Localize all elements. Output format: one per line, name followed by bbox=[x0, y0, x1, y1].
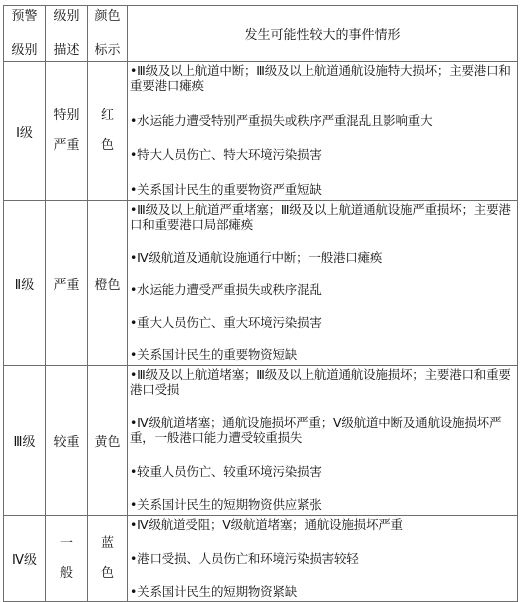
description-line: 严重 bbox=[53, 138, 80, 153]
description-cell: 严重 bbox=[46, 201, 88, 366]
table-row-level-4 bbox=[4, 516, 518, 602]
header-warning-level-line2: 级别 bbox=[11, 42, 38, 58]
level-cell: Ⅲ级 bbox=[4, 366, 46, 516]
header-warning-level-line1: 预警 bbox=[11, 8, 38, 24]
situations-cell bbox=[128, 201, 518, 366]
level-cell: Ⅱ级 bbox=[4, 201, 46, 366]
color-line: 红 bbox=[100, 108, 114, 123]
situations-cell bbox=[128, 62, 518, 201]
level-cell: Ⅰ级 bbox=[4, 62, 46, 201]
list-item: •Ⅲ级及以上航道严重堵塞；Ⅲ级及以上航道通航设施严重损坏；主要港口和重要港口局部瘫痪 bbox=[130, 202, 511, 232]
header-level-description-line1: 级别 bbox=[53, 8, 80, 24]
situations-cell bbox=[128, 516, 518, 602]
list-item: •特大人员伤亡、特大环境污染损害 bbox=[130, 147, 322, 163]
color-cell: 黄色 bbox=[88, 366, 128, 516]
description-cell bbox=[46, 516, 88, 602]
list-item: •Ⅲ级及以上航道堵塞；Ⅲ级及以上航道通航设施损坏；主要港口和重要港口受损 bbox=[130, 367, 511, 397]
list-item: •关系国计民生的短期物资供应紧张 bbox=[130, 496, 322, 512]
description-cell bbox=[46, 62, 88, 201]
header-color-indicator bbox=[88, 6, 128, 62]
description-line: 般 bbox=[59, 565, 73, 581]
color-line: 色 bbox=[100, 565, 114, 581]
list-item: •水运能力遭受特别严重损失或秩序严重混乱且影响重大 bbox=[130, 112, 433, 128]
header-row bbox=[4, 6, 518, 62]
color-cell: 橙色 bbox=[88, 201, 128, 366]
header-color-indicator-line2: 标示 bbox=[94, 42, 121, 58]
level-cell: Ⅳ级 bbox=[4, 516, 46, 602]
list-item: •水运能力遭受严重损失或秩序混乱 bbox=[130, 282, 322, 297]
header-event-situations: 发生可能性较大的事件情形 bbox=[128, 6, 518, 62]
list-item: •重大人员伤亡、重大环境污染损害 bbox=[130, 314, 322, 330]
list-item: •关系国计民生的重要物资短缺 bbox=[130, 347, 298, 362]
description-cell: 较重 bbox=[46, 366, 88, 516]
list-item: •港口受损、人员伤亡和环境污染损害较轻 bbox=[130, 550, 359, 566]
list-item: •Ⅳ级航道及通航设施通行中断；一般港口瘫痪 bbox=[130, 249, 383, 265]
warning-level-table bbox=[3, 5, 518, 602]
table-row-level-3 bbox=[4, 366, 518, 516]
list-item: •Ⅲ级及以上航道中断；Ⅲ级及以上航道通航设施特大损坏；主要港口和重要港口瘫痪 bbox=[130, 63, 511, 93]
table-row-level-2 bbox=[4, 201, 518, 366]
description-line: 一 bbox=[59, 535, 73, 551]
header-level-description bbox=[46, 6, 88, 62]
list-item: •关系国计民生的短期物资紧缺 bbox=[130, 584, 298, 599]
table-row-level-1 bbox=[4, 62, 518, 201]
list-item: •Ⅳ级航道堵塞；通航设施损坏严重；Ⅴ级航道中断及通航设施损坏严重，一般港口能力遭受较重损失 bbox=[130, 415, 502, 446]
color-cell bbox=[88, 62, 128, 201]
description-line: 特别 bbox=[53, 108, 80, 123]
list-item: •Ⅳ级航道受阻；Ⅴ级航道堵塞；通航设施损坏严重 bbox=[130, 517, 403, 532]
list-item: •较重人员伤亡、较重环境污染损害 bbox=[130, 463, 322, 479]
header-color-indicator-line1: 颜色 bbox=[94, 8, 121, 24]
header-warning-level bbox=[4, 6, 46, 62]
list-item: •关系国计民生的重要物资严重短缺 bbox=[130, 181, 322, 197]
color-cell bbox=[88, 516, 128, 602]
header-level-description-line2: 描述 bbox=[53, 42, 80, 58]
color-line: 色 bbox=[100, 138, 114, 153]
color-line: 蓝 bbox=[100, 535, 114, 551]
situations-cell bbox=[128, 366, 518, 516]
